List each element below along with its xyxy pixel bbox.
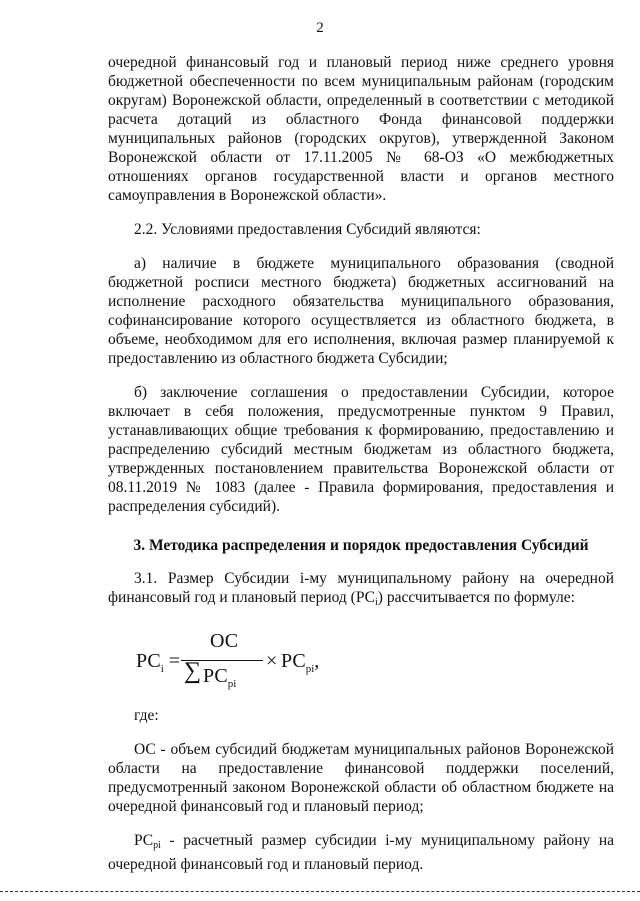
formula-rhs: $РС_{pi}$,: [281, 650, 320, 675]
definition-os: ОС - объем субсидий бюджетам муниципальных районов Воронежской области на предоставление финансовой поддержки поселений, предусмотренный законом Воронежской области об областном бюджете на очередной финансовый год и плановый период;: [108, 741, 614, 815]
paragraph-condition-b: б) заключение соглашения о предоставлении Субсидии, которое включает в себя положения, предусмотренные пунктом 9 Правил, устанавливающих общие требования к формированию, предоставлению и распределению субсидий местным бюджетам из областного бюджета, утвержденных постановлением правительства Воронежской области от 08.11.2019 № 1083 (далее - Правила формирования, предоставления и распределения субсидий).: [108, 384, 614, 515]
section-heading-3: 3. Методика распределения и порядок предоставления Субсидий: [133, 537, 589, 554]
formula-denominator: $РС_{pi}$: [203, 665, 237, 690]
sum-symbol: ∑: [184, 658, 202, 684]
paragraph-3-1: 3.1. Размер Субсидии i-му муниципальному району на очередной финансовый год и плановый период (РСi) рассчитывается по формуле:: [108, 570, 614, 608]
document-body: [108, 53, 614, 874]
formula: [108, 620, 614, 706]
definition-rcpi: РСpi - расчетный размер субсидии i-му муниципальному району на очередной финансовый год и плановый период.: [108, 832, 614, 873]
paragraph-budget-level: очередной финансовый год и плановый период ниже среднего уровня бюджетной обеспеченности по всем муниципальным районам (городским округам) Воронежской области, определенный в соответствии с методикой расчета дотаций из областного Фонда финансовой поддержки муниципальных районов (городских округов), утвержденной Законом Воронежской области от 17.11.2005 № 68-ОЗ «О межбюджетных отношениях органов государственной власти и органов местного самоуправления в Воронежской области».: [108, 54, 614, 204]
where-label: где:: [134, 707, 159, 724]
formula-lhs: $РС_i$ =: [136, 650, 181, 675]
page-bottom-border: [0, 891, 640, 892]
paragraph-condition-a: а) наличие в бюджете муниципального образования (сводной бюджетной росписи местного бюджета) бюджетных ассигнований на исполнение расходного обязательства муниципального образования, софинансирование которого осуществляется из областного бюджета, в объеме, необходимом для его исполнения, включая размер планируемой к предоставлению из областного бюджета Субсидии;: [108, 255, 614, 367]
page-number: 2: [316, 20, 324, 36]
paragraph-2-2: 2.2. Условиями предоставления Субсидий являются:: [134, 221, 481, 238]
formula-numerator: ОС: [210, 630, 239, 652]
multiply-symbol: ×: [266, 650, 278, 672]
